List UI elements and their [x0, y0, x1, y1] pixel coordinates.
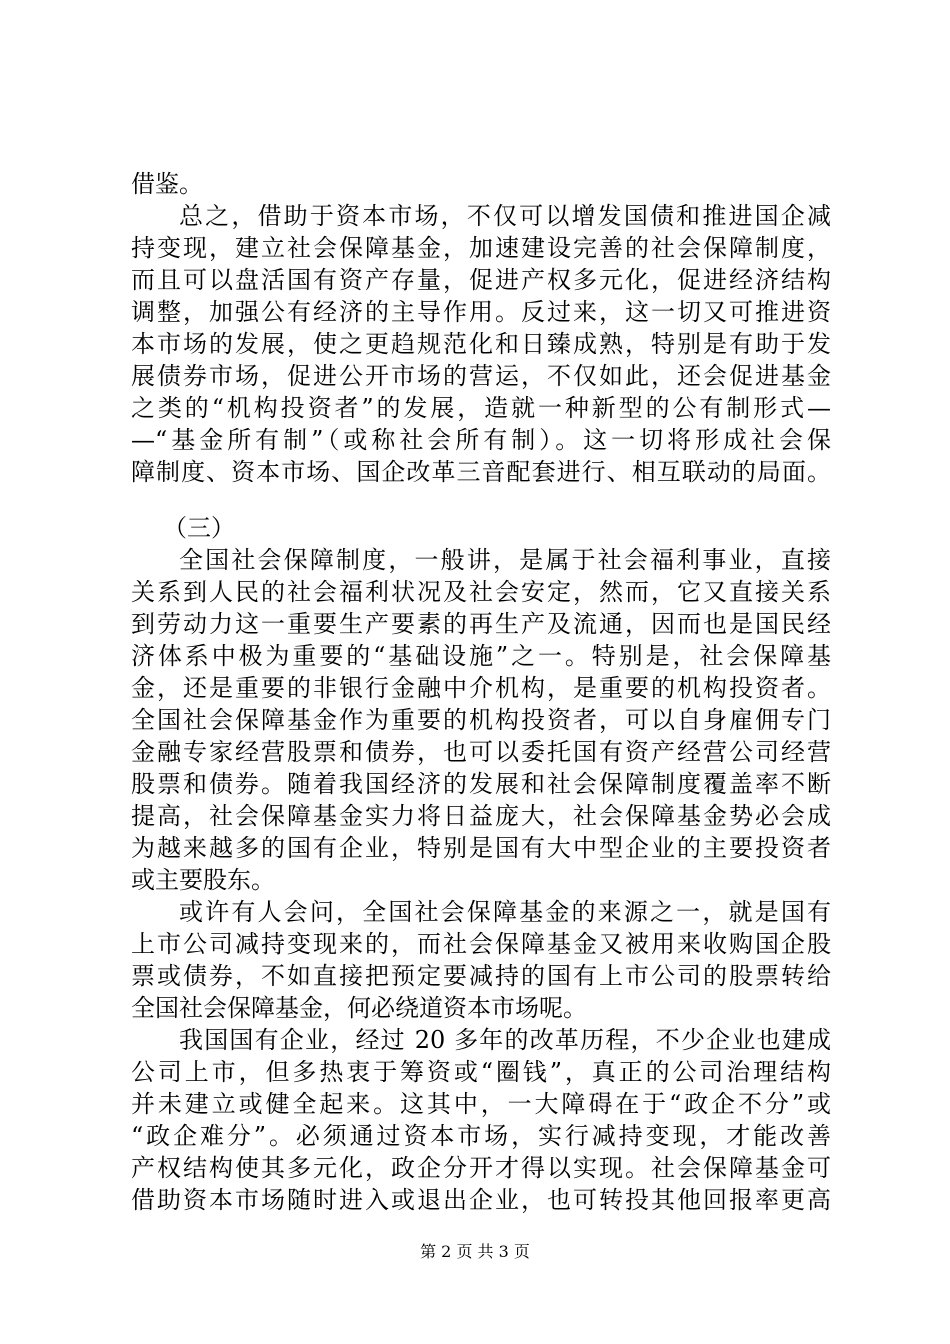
- text-line: 全国社会保障基金作为重要的机构投资者，可以自身雇佣专门: [131, 706, 831, 734]
- text-line: 提高，社会保障基金实力将日益庞大，社会保障基金势必会成: [131, 802, 831, 830]
- text-line: 而且可以盘活国有资产存量，促进产权多元化，促进经济结构: [131, 266, 831, 294]
- text-line: 障制度、资本市场、国企改革三音配套进行、相互联动的局面。: [131, 458, 831, 486]
- text-line: 我国国有企业，经过 20 多年的改革历程，不少企业也建成: [179, 1026, 831, 1054]
- text-line: 为越来越多的国有企业，特别是国有大中型企业的主要投资者: [131, 834, 831, 862]
- text-line: 关系到人民的社会福利状况及社会安定，然而，它又直接关系: [131, 578, 831, 606]
- text-line: 借助资本市场随时进入或退出企业，也可转投其他回报率更高: [131, 1186, 831, 1214]
- text-line: —“基金所有制”（或称社会所有制）。这一切将形成社会保: [131, 426, 831, 454]
- text-line: 持变现，建立社会保障基金，加速建设完善的社会保障制度，: [131, 234, 831, 262]
- text-line: 借鉴。: [131, 170, 203, 198]
- text-line: 全国社会保障基金，何必绕道资本市场呢。: [131, 994, 587, 1022]
- text-line: 调整，加强公有经济的主导作用。反过来，这一切又可推进资: [131, 298, 831, 326]
- text-line: 总之，借助于资本市场，不仅可以增发国债和推进国企减: [179, 202, 831, 230]
- text-line: 金，还是重要的非银行金融中介机构，是重要的机构投资者。: [131, 674, 831, 702]
- text-line: 之类的“机构投资者”的发展，造就一种新型的公有制形式—: [131, 394, 831, 422]
- text-line: 全国社会保障制度，一般讲，是属于社会福利事业，直接: [179, 546, 831, 574]
- text-line: 上市公司减持变现来的，而社会保障基金又被用来收购国企股: [131, 930, 831, 958]
- text-line: 展债券市场，促进公开市场的营运，不仅如此，还会促进基金: [131, 362, 831, 390]
- text-line: 本市场的发展，使之更趋规范化和日臻成熟，特别是有助于发: [131, 330, 831, 358]
- paragraph-block-2: [131, 544, 831, 1216]
- text-line: 或主要股东。: [131, 866, 275, 894]
- text-line: 并未建立或健全起来。这其中，一大障碍在于“政企不分”或: [131, 1090, 831, 1118]
- text-line: 票或债券，不如直接把预定要减持的国有上市公司的股票转给: [131, 962, 831, 990]
- text-line: 金融专家经营股票和债券，也可以委托国有资产经营公司经营: [131, 738, 831, 766]
- text-line: “政企难分”。必须通过资本市场，实行减持变现，才能改善: [131, 1122, 831, 1150]
- text-line: 股票和债券。随着我国经济的发展和社会保障制度覆盖率不断: [131, 770, 831, 798]
- paragraph-block-1: [131, 168, 831, 488]
- page-footer: 第 2 页 共 3 页: [420, 1242, 530, 1261]
- text-line: 公司上市，但多热衷于筹资或“圈钱”，真正的公司治理结构: [131, 1058, 831, 1086]
- text-line: 济体系中极为重要的“基础设施”之一。特别是，社会保障基: [131, 642, 831, 670]
- text-line: 产权结构使其多元化，政企分开才得以实现。社会保障基金可: [131, 1154, 831, 1182]
- text-line: 到劳动力这一重要生产要素的再生产及流通，因而也是国民经: [131, 610, 831, 638]
- section-heading: （三）: [163, 514, 235, 542]
- text-line: 或许有人会问，全国社会保障基金的来源之一，就是国有: [179, 898, 831, 926]
